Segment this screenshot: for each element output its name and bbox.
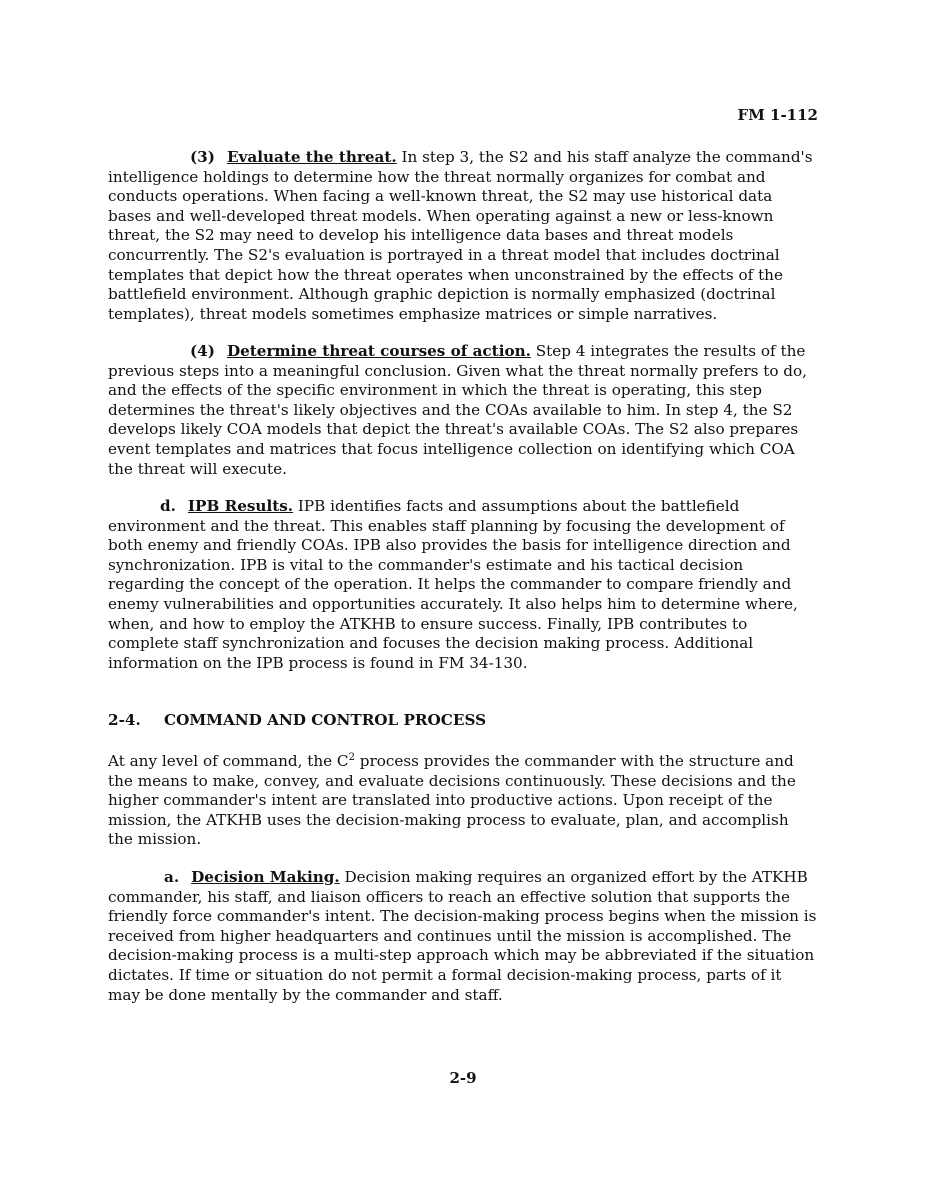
page-number: 2-9 <box>449 1069 477 1087</box>
document-id: FM 1-112 <box>737 106 818 124</box>
paragraph-text: Decision making requires an organized effort by the ATKHB commander, his staff, and liaison officers to reach an effective solution that supports the friendly force commander's intent. The decision-making process begins when the mission is received from higher headquarters and continues until the mission is accomplished. The decision-making process is a multi-step approach which may be abbreviated if the situation dictates. If time or situation do not permit a formal decision-making process, parts of it may be done mentally by the commander and staff. <box>108 868 817 1004</box>
paragraph-heading: Determine threat courses of action. <box>226 342 531 360</box>
section-title: COMMAND AND CONTROL PROCESS <box>164 711 487 729</box>
paragraph-text: At any level of command, the C <box>108 752 349 770</box>
section-number: 2-4. <box>108 711 141 729</box>
paragraph-number: a. <box>164 868 180 886</box>
paragraph-decision-making <box>108 868 818 1005</box>
paragraph-number: d. <box>160 497 176 515</box>
paragraph-heading: Decision Making. <box>191 868 340 886</box>
paragraph-determine-coa <box>108 342 818 479</box>
paragraph-heading: IPB Results. <box>187 497 294 515</box>
superscript: 2 <box>348 751 355 763</box>
paragraph-text: In step 3, the S2 and his staff analyze the command's intelligence holdings to determine how the threat normally organizes for combat and conducts operations. When facing a well-known threat, the S2 may use historical data bases and well-developed threat models. When operating against a new or less-known threat, the S2 may need to develop his intelligence data bases and threat models concurrently. The S2's evaluation is portrayed in a threat model that includes doctrinal templates that depict how the threat operates when unconstrained by the effects of the battlefield environment. Although graphic depiction is normally emphasized (doctrinal templates), threat models sometimes emphasize matrices or simple narratives. <box>108 148 813 323</box>
paragraph-number: (4) <box>190 342 215 360</box>
paragraph-text: Step 4 integrates the results of the previous steps into a meaningful conclusion. Given what the threat normally prefers to do, and the effects of the specific environment in which the threat is operating, this step determines the threat's likely objectives and the COAs available to him. In step 4, the S2 develops likely COA models that depict the threat's available COAs. The S2 also prepares event templates and matrices that focus intelligence collection on identifying which COA the threat will execute. <box>108 342 808 478</box>
paragraph-text: IPB identifies facts and assumptions about the battlefield environment and the threat. This enables staff planning by focusing the development of both enemy and friendly COAs. IPB also provides the basis for intelligence direction and synchronization. IPB is vital to the commander's estimate and his tactical decision regarding the concept of the operation. It helps the commander to compare friendly and enemy vulnerabilities and opportunities accurately. It also helps him to determine where, when, and how to employ the ATKHB to ensure success. Finally, IPB contributes to complete staff synchronization and focuses the decision making process. Additional information on the IPB process is found in FM 34-130. <box>108 497 798 672</box>
paragraph-text: process provides the commander with the structure and the means to make, convey, and evaluate decisions continuously. These decisions and the higher commander's intent are translated into productive actions. Upon receipt of the mission, the ATKHB uses the decision-making process to evaluate, plan, and accomplish the mission. <box>108 752 796 849</box>
paragraph-heading: Evaluate the threat. <box>226 148 397 166</box>
paragraph-c2-process <box>108 752 818 850</box>
paragraph-number: (3) <box>190 148 215 166</box>
paragraph-evaluate-threat <box>108 148 818 324</box>
paragraph-ipb-results <box>108 497 818 673</box>
section-heading <box>108 711 486 729</box>
